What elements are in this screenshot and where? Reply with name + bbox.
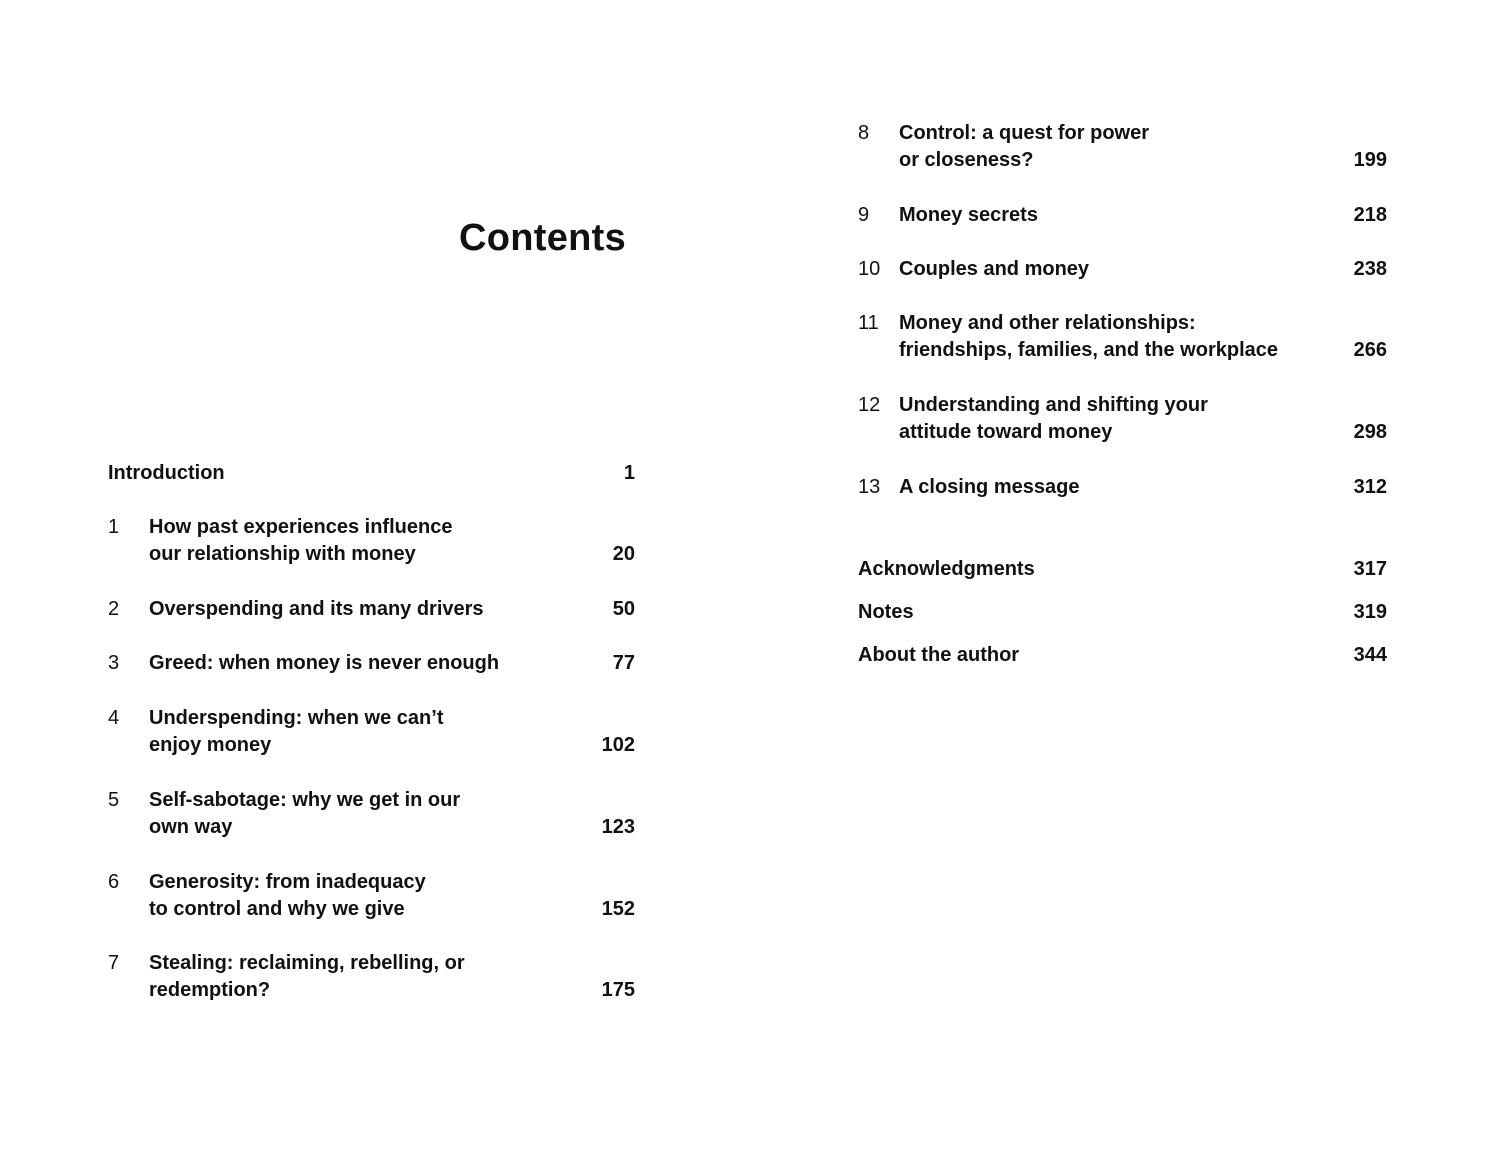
- chapter-title: [899, 310, 1278, 364]
- chapter-number: 4: [108, 707, 120, 729]
- page-title: Contents: [459, 217, 627, 259]
- chapter-number: 8: [858, 122, 870, 144]
- chapter-number: 10: [858, 258, 881, 280]
- chapter-title-line-2: to control and why we give: [149, 898, 405, 920]
- entry-page-number: 319: [1353, 601, 1387, 623]
- entry-page-number: 102: [601, 734, 635, 756]
- chapter-number: 7: [108, 952, 120, 974]
- chapter-title: [149, 950, 465, 1004]
- entry-page-number: 238: [1353, 258, 1387, 280]
- entry-page-number: 312: [1353, 476, 1387, 498]
- chapter-title-line-1: Overspending and its many drivers: [149, 598, 484, 620]
- chapter-title-line-1: Self-sabotage: why we get in our: [149, 789, 461, 811]
- chapter-title-line-1: How past experiences influence: [149, 516, 453, 538]
- chapter-title: [899, 202, 1038, 229]
- entry-title: Introduction: [108, 462, 225, 484]
- chapter-title: [149, 705, 443, 759]
- entry-page-number: 266: [1353, 339, 1387, 361]
- chapter-title-line-1: Couples and money: [899, 258, 1090, 280]
- entry-page-number: 218: [1353, 204, 1387, 226]
- entry-page-number: 20: [612, 543, 635, 565]
- chapter-title-line-2: redemption?: [149, 979, 271, 1001]
- entry-page-number: 50: [612, 598, 635, 620]
- chapter-title-line-1: Generosity: from inadequacy: [149, 871, 426, 893]
- chapter-title: [149, 869, 426, 923]
- chapter-title: [899, 474, 1079, 501]
- chapter-title-line-1: Money secrets: [899, 204, 1038, 226]
- chapter-title: [899, 392, 1208, 446]
- chapter-number: 2: [108, 598, 120, 620]
- chapter-title-line-2: or closeness?: [899, 149, 1034, 171]
- chapter-title: [149, 650, 499, 677]
- chapter-number: 5: [108, 789, 120, 811]
- chapter-number: 9: [858, 204, 870, 226]
- chapter-number: 12: [858, 394, 881, 416]
- chapter-title: [149, 596, 484, 623]
- chapter-title-line-2: our relationship with money: [149, 543, 416, 565]
- chapter-title: [899, 120, 1149, 174]
- chapter-number: 13: [858, 476, 881, 498]
- chapter-number: 6: [108, 871, 120, 893]
- chapter-number: 1: [108, 516, 120, 538]
- entry-page-number: 317: [1353, 558, 1387, 580]
- chapter-title-line-1: Control: a quest for power: [899, 122, 1149, 144]
- entry-page-number: 298: [1353, 421, 1387, 443]
- entry-page-number: 1: [623, 462, 635, 484]
- chapter-title: [149, 787, 460, 841]
- entry-page-number: 123: [601, 816, 635, 838]
- entry-page-number: 77: [612, 652, 635, 674]
- chapter-title-line-2: friendships, families, and the workplace: [899, 339, 1278, 361]
- entry-title: About the author: [858, 644, 1020, 666]
- entry-page-number: 199: [1353, 149, 1387, 171]
- chapter-title-line-2: enjoy money: [149, 734, 272, 756]
- chapter-number: 3: [108, 652, 120, 674]
- entry-title: Acknowledgments: [858, 558, 1035, 580]
- chapter-title-line-1: Greed: when money is never enough: [149, 652, 500, 674]
- chapter-title: [149, 514, 452, 568]
- entry-title: Notes: [858, 601, 914, 623]
- chapter-title-line-2: attitude toward money: [899, 421, 1113, 443]
- chapter-title-line-1: Underspending: when we can’t: [149, 707, 444, 729]
- chapter-title-line-1: Stealing: reclaiming, rebelling, or: [149, 952, 465, 974]
- chapter-number: 11: [858, 312, 879, 334]
- chapter-title: [899, 256, 1089, 283]
- chapter-title-line-1: A closing message: [899, 476, 1080, 498]
- entry-page-number: 344: [1353, 644, 1387, 666]
- chapter-title-line-1: Understanding and shifting your: [899, 394, 1208, 416]
- chapter-title-line-1: Money and other relationships:: [899, 312, 1196, 334]
- chapter-title-line-2: own way: [149, 816, 233, 838]
- entry-page-number: 152: [601, 898, 635, 920]
- entry-page-number: 175: [601, 979, 635, 1001]
